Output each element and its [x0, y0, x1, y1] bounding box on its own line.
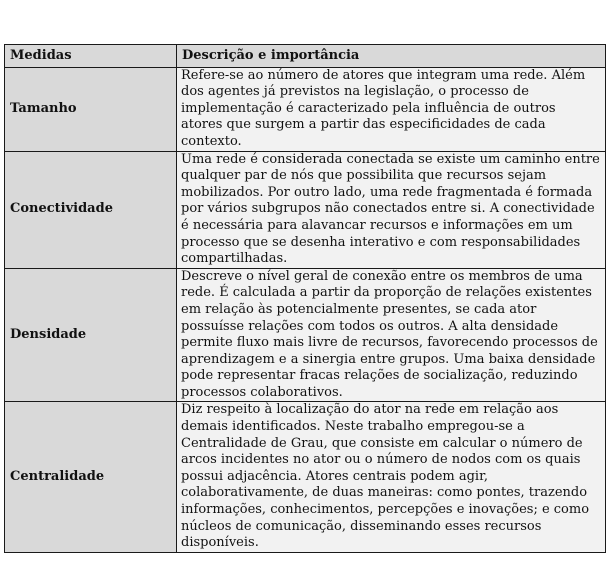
header-description: Descrição e importância [177, 45, 606, 68]
header-measures: Medidas [5, 45, 177, 68]
table-row [5, 151, 606, 268]
measures-table [4, 44, 606, 553]
measure-cell: Densidade [5, 268, 177, 402]
measure-cell: Conectividade [5, 151, 177, 268]
measures-table-container [4, 44, 605, 553]
measure-cell: Tamanho [5, 67, 177, 151]
table-row [5, 268, 606, 402]
description-cell: Diz respeito à localização do ator na rede em relação aos demais identificados. Neste trabalho empregou-se a Centralidade de Grau, que consiste em calcular o número de arcos incidentes no ator ou o número de nodos com os quais possui adjacência. Atores centrais podem agir, colaborativamente, de duas maneiras: como pontes, trazendo informações, conhecimentos, percepções e inovações; e como núcleos de comunicação, disseminando esses recursos disponíveis. [177, 402, 606, 552]
description-cell: Refere-se ao número de atores que integram uma rede. Além dos agentes já previstos na legislação, o processo de implementação é caracterizado pela influência de outros atores que surgem a partir das especificidades de cada contexto. [177, 67, 606, 151]
description-cell: Descreve o nível geral de conexão entre os membros de uma rede. É calculada a partir da proporção de relações existentes em relação às potencialmente presentes, se cada ator possuísse relações com todos os outros. A alta densidade permite fluxo mais livre de recursos, favorecendo processos de aprendizagem e a sinergia entre grupos. Uma baixa densidade pode representar fracas relações de socialização, reduzindo processos colaborativos. [177, 268, 606, 402]
table-header-row [5, 45, 606, 68]
table-row [5, 402, 606, 552]
measure-cell: Centralidade [5, 402, 177, 552]
description-cell: Uma rede é considerada conectada se existe um caminho entre qualquer par de nós que possibilita que recursos sejam mobilizados. Por outro lado, uma rede fragmentada é formada por vários subgrupos não conectados entre si. A conectividade é necessária para alavancar recursos e informações em um processo que se desenha interativo e com responsabilidades compartilhadas. [177, 151, 606, 268]
table-row [5, 67, 606, 151]
